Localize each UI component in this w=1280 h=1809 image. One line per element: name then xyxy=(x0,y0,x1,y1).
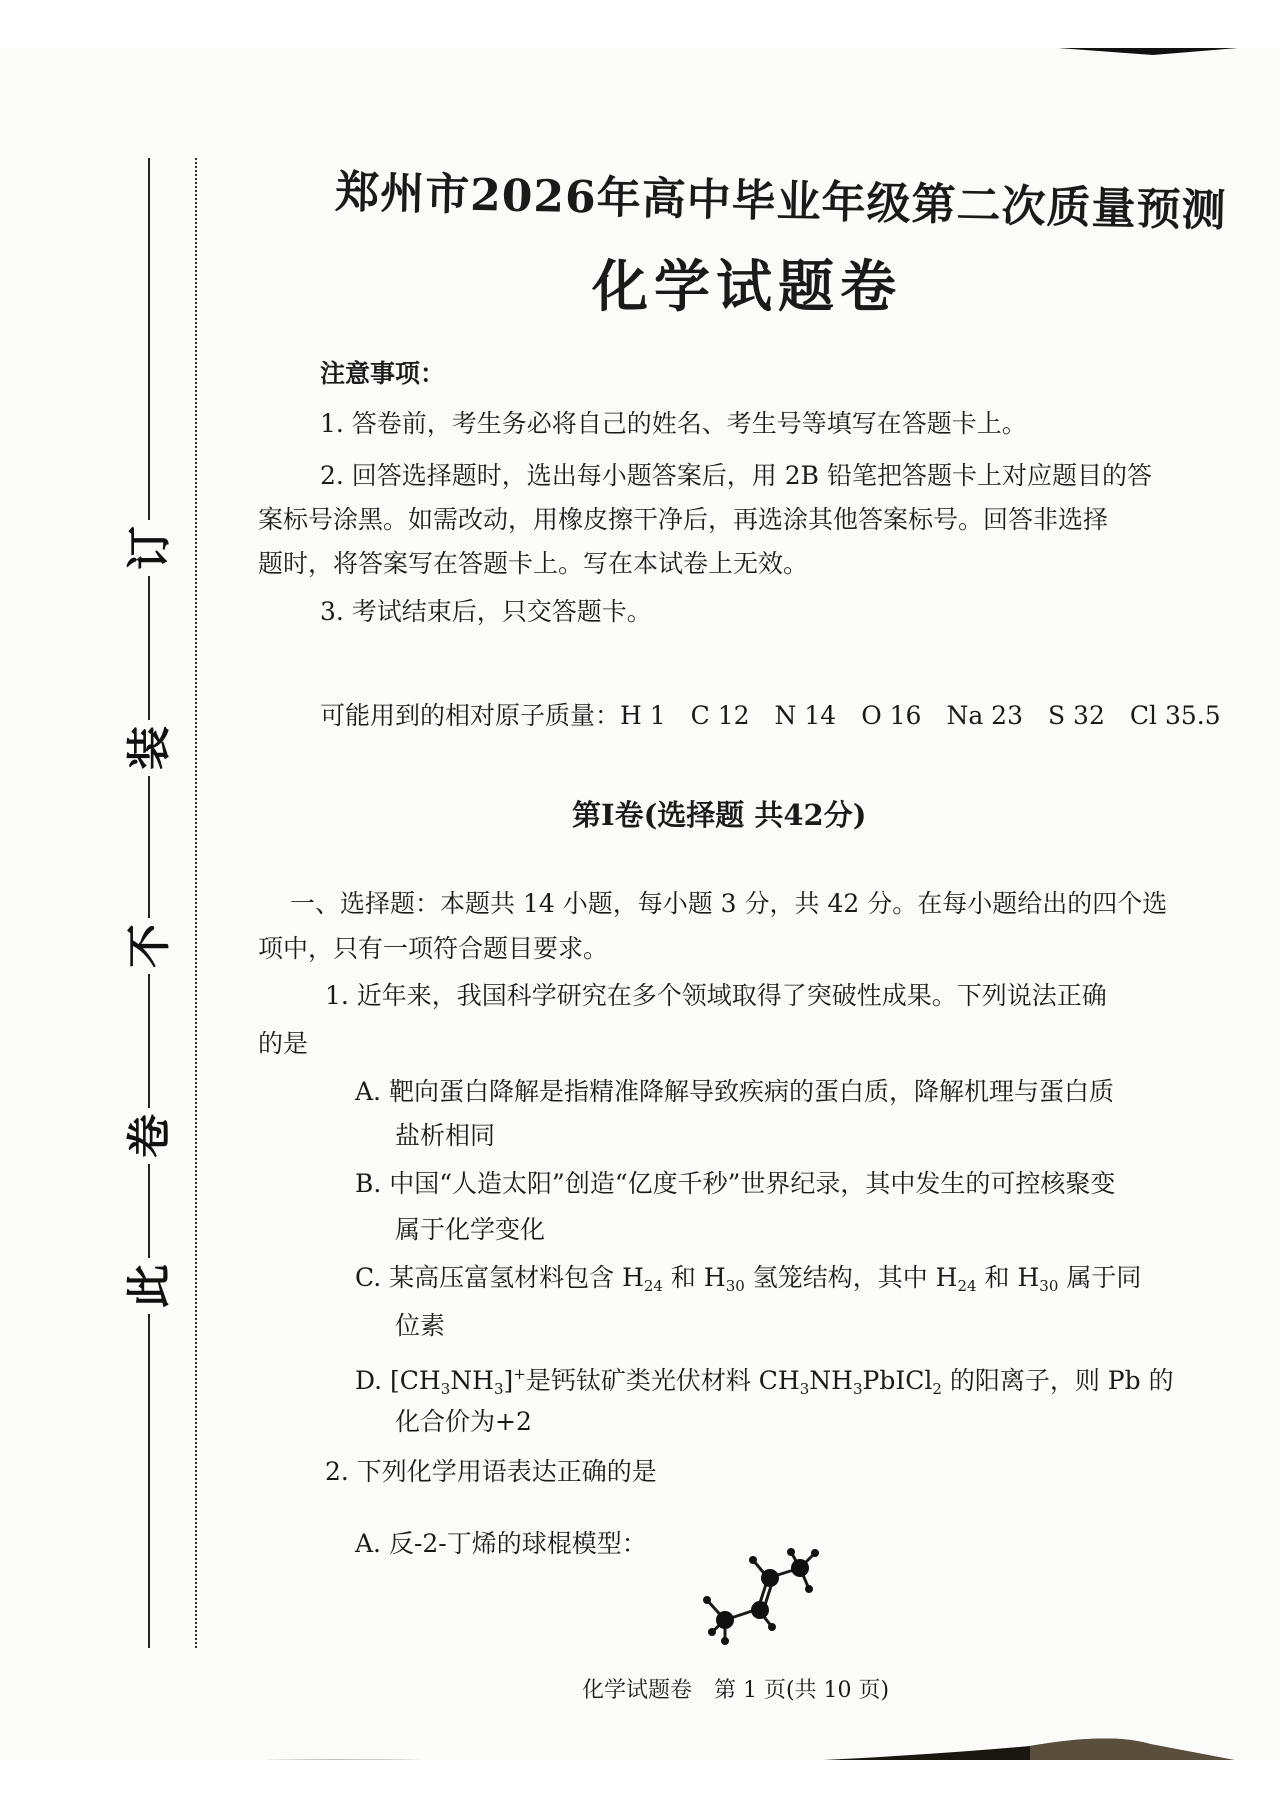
text: 和 H xyxy=(662,1263,726,1292)
notice-heading: 注意事项： xyxy=(320,359,446,388)
binding-char: 订 xyxy=(122,520,178,576)
question-1-option-c xyxy=(355,1262,1141,1302)
notice-item: 案标号涂黑。如需改动，用橡皮擦干净后，再选涂其他答案标号。回答非选择 xyxy=(258,505,1109,534)
binding-char: 装 xyxy=(122,720,178,776)
text: NH xyxy=(809,1366,853,1395)
subscript: 3 xyxy=(440,1380,451,1398)
exam-title: 郑州市2026年高中毕业年级第二次质量预测 xyxy=(334,166,1228,237)
atomic-masses-line xyxy=(320,700,1221,732)
binding-char: 卷 xyxy=(122,1108,178,1164)
text: 属于同 xyxy=(1058,1263,1142,1292)
binding-line xyxy=(148,158,150,1648)
subscript: 24 xyxy=(957,1277,977,1295)
section-intro-line: 项中，只有一项符合题目要求。 xyxy=(258,934,609,963)
scan-edge-shadow-top xyxy=(1058,48,1238,56)
text: 是钙钛矿类光伏材料 CH xyxy=(525,1366,800,1395)
text: PbICl xyxy=(862,1366,933,1395)
question-1-option-a: 盐析相同 xyxy=(395,1121,496,1150)
question-2-stem: 2. 下列化学用语表达正确的是 xyxy=(325,1457,657,1486)
subscript: 3 xyxy=(799,1380,810,1398)
superscript: + xyxy=(513,1365,526,1383)
text: D. [CH xyxy=(355,1366,441,1395)
scanned-page xyxy=(0,48,1280,1760)
question-2-option-a: A. 反-2-丁烯的球棍模型： xyxy=(355,1529,647,1558)
subscript: 2 xyxy=(932,1380,942,1398)
page-footer: 化学试题卷 第 1 页(共 10 页) xyxy=(582,1678,890,1703)
subscript: 3 xyxy=(852,1380,863,1398)
text: 的阳离子，则 Pb 的 xyxy=(941,1366,1174,1395)
section-intro-line: 一、选择题：本题共 14 小题，每小题 3 分，共 42 分。在每小题给出的四个选 xyxy=(290,889,1168,918)
atomic-masses-label: 可能用到的相对原子质量： xyxy=(320,701,621,730)
question-1-option-b: B. 中国“人造太阳”创造“亿度千秒”世界纪录，其中发生的可控核聚变 xyxy=(355,1169,1116,1198)
exam-subtitle: 化学试题卷 xyxy=(592,255,902,320)
atomic-masses-values: H 1 C 12 N 14 O 16 Na 23 S 32 Cl 35.5 xyxy=(620,701,1221,730)
question-1-option-a: A. 靶向蛋白降解是指精准降解导致疾病的蛋白质，降解机理与蛋白质 xyxy=(355,1077,1114,1106)
question-1-option-b: 属于化学变化 xyxy=(395,1215,546,1244)
trans-2-butene-ball-and-stick-icon xyxy=(695,1538,835,1648)
subscript: 3 xyxy=(493,1380,504,1398)
subscript: 30 xyxy=(1039,1277,1059,1295)
scan-edge-shadow-bottom xyxy=(0,1738,1280,1760)
question-1-stem: 的是 xyxy=(258,1029,309,1058)
text: 氢笼结构，其中 H xyxy=(744,1263,958,1292)
text: ] xyxy=(503,1366,514,1395)
binding-char: 不 xyxy=(122,918,178,974)
binding-char: 此 xyxy=(122,1258,178,1314)
notice-item: 2. 回答选择题时，选出每小题答案后，用 2B 铅笔把答题卡上对应题目的答 xyxy=(320,461,1152,490)
subscript: 24 xyxy=(643,1277,663,1295)
question-1-option-c: 位素 xyxy=(395,1311,446,1340)
text: C. 某高压富氢材料包含 H xyxy=(355,1263,644,1292)
section-heading: 第Ⅰ卷(选择题 共42分) xyxy=(572,798,867,832)
notice-item: 3. 考试结束后，只交答题卡。 xyxy=(320,597,652,626)
question-1-option-d: 化合价为+2 xyxy=(395,1407,532,1436)
notice-item: 1. 答卷前，考生务必将自己的姓名、考生号等填写在答题卡上。 xyxy=(320,409,1027,438)
notice-item: 题时，将答案写在答题卡上。写在本试卷上无效。 xyxy=(258,549,809,578)
text: NH xyxy=(450,1366,494,1395)
text: 和 H xyxy=(976,1263,1040,1292)
binding-dotted-line xyxy=(195,158,197,1648)
question-1-option-d xyxy=(355,1358,1174,1405)
question-1-stem: 1. 近年来，我国科学研究在多个领域取得了突破性成果。下列说法正确 xyxy=(325,981,1107,1010)
subscript: 30 xyxy=(725,1277,745,1295)
